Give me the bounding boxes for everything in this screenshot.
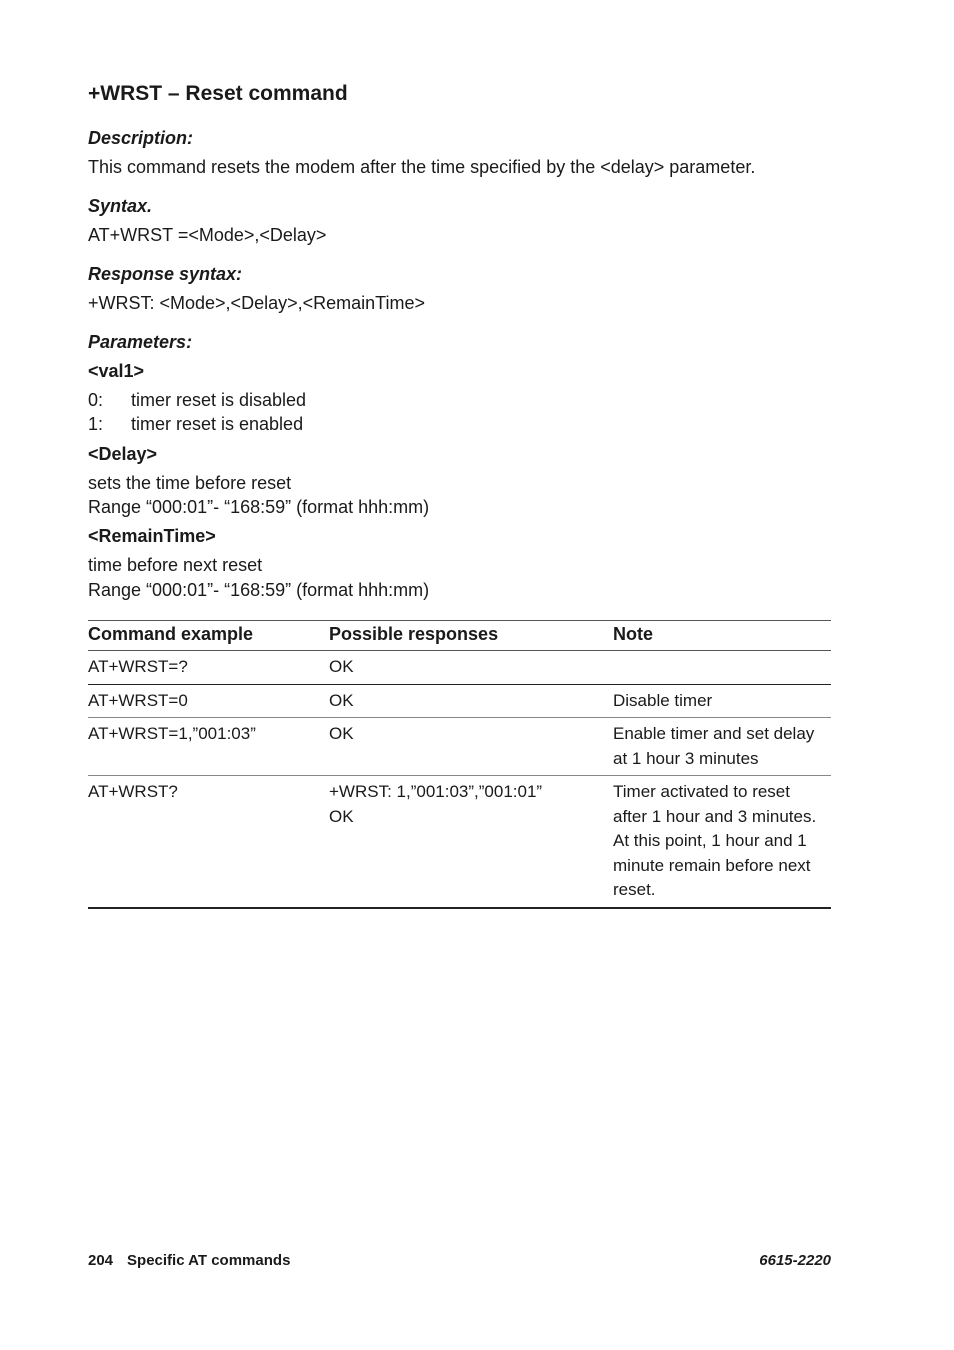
command-cell: AT+WRST=? (88, 651, 329, 685)
note-line: after 1 hour and 3 minutes. (613, 806, 817, 826)
footer-left (88, 1252, 290, 1269)
page-title: +WRST – Reset command (88, 82, 348, 105)
param-delay-line-0: sets the time before reset (88, 473, 292, 493)
response-line: +WRST: 1,”001:03”,”001:01” (329, 782, 543, 801)
description-heading: Description: (88, 128, 194, 148)
column-header: Command example (88, 621, 329, 651)
syntax-heading: Syntax. (88, 196, 153, 216)
param-delay-line-1: Range “000:01”- “168:59” (format hhh:mm) (88, 497, 430, 517)
response-line: OK (329, 690, 354, 710)
response-cell (329, 651, 613, 685)
param-val1-name: <val1> (88, 361, 145, 381)
table-header-row (88, 621, 831, 651)
note-line: Enable timer and set delay (613, 724, 815, 743)
value-text: timer reset is enabled (131, 414, 304, 434)
response-cell (329, 684, 613, 718)
response-syntax-text: +WRST: <Mode>,<Delay>,<RemainTime> (88, 293, 425, 313)
response-syntax-heading: Response syntax: (88, 264, 243, 284)
response-line: OK (329, 657, 354, 676)
footer-doc-id: 6615-2220 (759, 1252, 831, 1269)
param-delay-name: <Delay> (88, 444, 158, 464)
param-val1-value-0 (88, 390, 306, 411)
param-remaintime-line-1: Range “000:01”- “168:59” (format hhh:mm) (88, 580, 430, 600)
command-cell: AT+WRST? (88, 776, 329, 908)
command-cell: AT+WRST=1,”001:03” (88, 718, 329, 776)
note-line: At this point, 1 hour and 1 (613, 831, 807, 850)
command-example-table (88, 620, 831, 909)
parameters-heading: Parameters: (88, 332, 193, 352)
column-header: Possible responses (329, 621, 613, 651)
response-line: OK (329, 806, 354, 826)
syntax-text: AT+WRST =<Mode>,<Delay> (88, 225, 327, 245)
note-cell (613, 651, 831, 685)
note-line: minute remain before next (613, 855, 811, 875)
command-cell: AT+WRST=0 (88, 684, 329, 718)
response-cell (329, 776, 613, 908)
value-number: 0: (88, 390, 104, 410)
table-row (88, 718, 831, 776)
note-cell (613, 684, 831, 718)
column-header: Note (613, 621, 831, 651)
response-cell (329, 718, 613, 776)
table-row (88, 776, 831, 908)
value-number: 1: (88, 414, 104, 434)
note-line: Disable timer (613, 690, 713, 710)
description-text: This command resets the modem after the time specified by the <delay> parameter. (88, 157, 756, 177)
page-number: 204 (88, 1252, 114, 1269)
note-line: reset. (613, 880, 656, 899)
table-row (88, 651, 831, 685)
note-cell (613, 776, 831, 908)
table-row (88, 684, 831, 718)
value-text: timer reset is disabled (131, 390, 307, 410)
response-line: OK (329, 724, 354, 743)
note-line: at 1 hour 3 minutes (613, 748, 759, 768)
param-remaintime-line-0: time before next reset (88, 555, 263, 575)
footer-section: Specific AT commands (127, 1252, 291, 1269)
note-line: Timer activated to reset (613, 782, 790, 801)
param-remaintime-name: <RemainTime> (88, 526, 216, 546)
param-val1-value-1 (88, 414, 303, 435)
note-cell (613, 718, 831, 776)
